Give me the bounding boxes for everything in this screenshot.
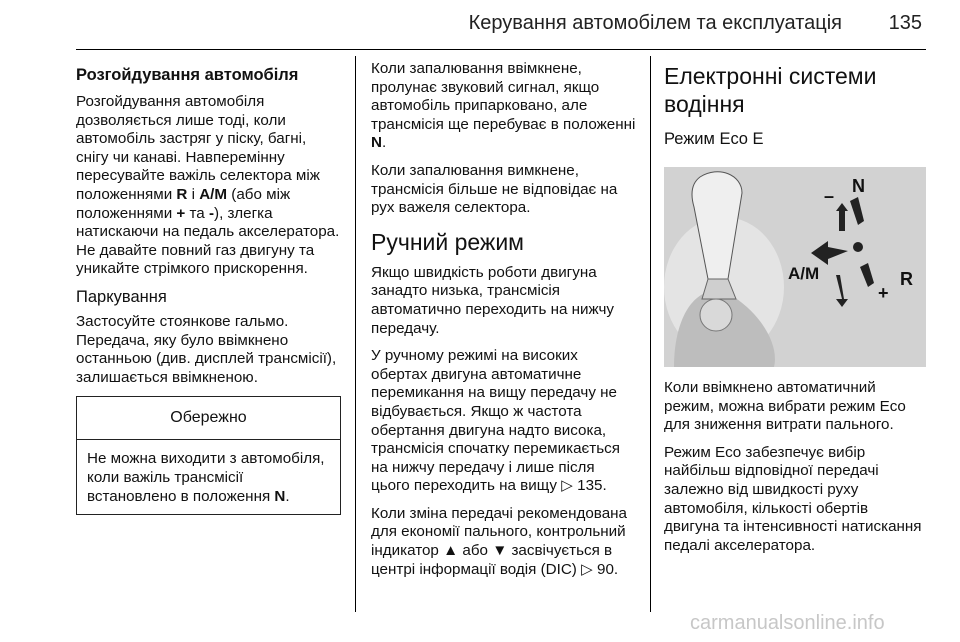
caution-text: Не можна виходити з автомобіля, коли важіль трансмісії встановлено в положення N.: [87, 450, 325, 505]
paragraph-ignition-on: Коли запалювання ввімкнене, пролунає звуковий сигнал, якщо автомобіль припарковано, але трансмісія ще перебуває в положенні N.: [371, 60, 636, 152]
heading-eco-mode: Режим Eco E: [664, 130, 764, 148]
paragraph-eco-description: Режим Eco забезпечує вибір найбільш відповідної передачі залежно від швидкості руху автомобіля, кількості обертів двигуна та інтенсивності натискання педалі акселератора.: [664, 443, 922, 554]
heading-rocking: Розгойдування автомобіля: [76, 66, 299, 84]
page-ref-arrow-icon: ▷: [581, 560, 597, 578]
heading-parking: Паркування: [76, 287, 167, 306]
paragraph-eco-select: Коли ввімкнено автоматичний режим, можна вибрати режим Eco для зниження витрати пального.: [664, 379, 906, 434]
paragraph-high-rpm: У ручному режимі на високих обертах двигуна автоматичне перемикання на вищу передачу не відбувається. Якщо ж частота обертання двигуна надто висока, трансмісія спочатку перемикається на нижчу передачу і лише після цього переходить на вищу ▷ 135.: [371, 347, 620, 495]
header-rule: [76, 49, 926, 50]
heading-electronic-systems: Електронні системи водіння: [664, 63, 877, 117]
caution-box: [76, 396, 341, 515]
paragraph-shift-indicator: Коли зміна передачі рекомендована для економії пального, контрольний індикатор ▲ або ▼ засвічується в центрі інформації водія (DIC) ▷ 90.: [371, 504, 627, 578]
paragraph-ignition-off: Коли запалювання вимкнене, трансмісія більше не відповідає на рух важеля селектора.: [371, 161, 618, 217]
page-number: 135: [888, 12, 922, 34]
column-divider-1: [355, 56, 356, 612]
fig-label-n: N: [852, 176, 865, 196]
shift-up-icon: ▲: [443, 542, 459, 560]
page-ref-link[interactable]: 90: [597, 560, 614, 578]
fig-label-plus: +: [878, 283, 889, 303]
running-header-title: Керування автомобілем та експлуатація: [468, 12, 842, 34]
caution-title: Обережно: [77, 397, 340, 440]
paragraph-parking: Застосуйте стоянкове гальмо. Передача, яку було ввімкнено останньою (див. дисплей трансмісії), залишається ввімкненою.: [76, 312, 337, 386]
paragraph-rocking: Розгойдування автомобіля дозволяється лише тоді, коли автомобіль застряг у піску, багні, снігу чи канаві. Навперемінну пересувайте важіль селектора між положеннями R і A/M (або між положеннями + та -), злегка натискаючи на педаль акселератора. Не давайте повний газ двигуну та уникайте стрімкого прискорення.: [76, 93, 340, 278]
heading-manual-mode: Ручний режим: [371, 228, 524, 255]
fig-label-r: R: [900, 269, 913, 289]
column-divider-2: [650, 56, 651, 612]
fig-label-minus: –: [824, 186, 835, 206]
fig-label-am: A/M: [788, 264, 820, 283]
column-3: [664, 56, 926, 564]
page-ref-link[interactable]: 135: [577, 477, 603, 495]
paragraph-low-rpm: Якщо швидкість роботи двигуна занадто низька, трансмісія автоматично переходить на нижчу передачу.: [371, 263, 614, 337]
shift-down-icon: ▼: [492, 542, 508, 560]
watermark: carmanualsonline.info: [690, 612, 885, 634]
page-ref-arrow-icon: ▷: [561, 477, 578, 495]
gear-lever-illustration: [664, 167, 926, 367]
column-2: [371, 60, 637, 588]
column-1: [76, 56, 341, 515]
gear-lever-drawing: [664, 167, 926, 367]
